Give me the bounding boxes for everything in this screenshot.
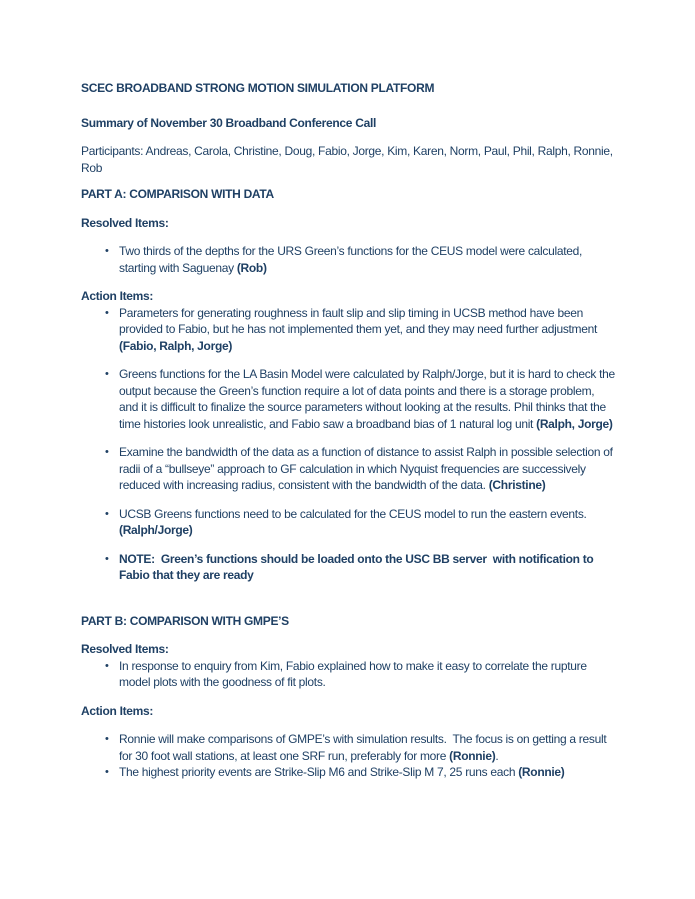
bullet-text: In response to enquiry from Kim, Fabio explained how to make it easy to correlate the rupture model plots with the goodness of fit plots.	[119, 658, 590, 689]
bullet-icon: •	[105, 368, 109, 380]
bullet-icon: •	[105, 446, 109, 458]
bullet-icon: •	[105, 507, 109, 520]
part-a-action-heading: Action Items:	[81, 289, 154, 303]
part-a-action-item-1	[81, 305, 615, 355]
bullet-text: UCSB Greens functions need to be calculated for the CEUS model to run the eastern events.	[119, 506, 590, 521]
bullet-text: Greens functions for the LA Basin Model were calculated by Ralph/Jorge, but it is hard to check the output because the Green’s function require a lot of data points and there is a storage problem, and it is difficult to finalize the source parameters without looking at the results. Phil thinks that the time histories look unrealistic, and Fabio saw a broadband bias of 1 natural log unit	[119, 367, 618, 431]
bullet-icon: •	[105, 306, 109, 319]
part-a-action-item-note	[81, 551, 615, 584]
bullet-names: (Fabio, Ralph, Jorge)	[119, 338, 233, 353]
part-b-resolved-heading: Resolved Items:	[81, 642, 169, 656]
bullet-names: (Christine)	[488, 478, 546, 492]
part-a-action-item-4	[81, 506, 615, 539]
part-a-action-item-3	[81, 444, 615, 494]
part-a-resolved-heading: Resolved Items:	[81, 215, 169, 230]
bullet-names: (Ralph, Jorge)	[536, 416, 613, 431]
part-b-action-item-1	[81, 731, 615, 764]
part-b-resolved-item-1	[81, 658, 615, 691]
document-subtitle: Summary of November 30 Broadband Conference Call	[81, 115, 377, 130]
part-a-heading: PART A: COMPARISON WITH DATA	[81, 187, 274, 201]
bullet-names: (Ronnie)	[518, 765, 565, 779]
bullet-text: The highest priority events are Strike-Slip M6 and Strike-Slip M 7, 25 runs each	[119, 765, 519, 779]
bullet-names: NOTE: Green’s functions should be loaded onto the USC BB server with notification to Fabio that they are ready	[119, 551, 597, 582]
bullet-icon: •	[105, 245, 109, 257]
part-b-action-item-2	[81, 764, 615, 781]
bullet-icon: •	[105, 552, 109, 565]
part-b-action-heading: Action Items:	[81, 703, 154, 718]
bullet-icon: •	[105, 659, 109, 672]
bullet-names: (Ronnie)	[449, 748, 496, 763]
part-a-resolved-item-1	[81, 243, 615, 276]
bullet-text: Two thirds of the depths for the URS Green’s functions for the CEUS model were calculated, starting with Saguenay	[119, 244, 586, 275]
bullet-after: .	[495, 748, 499, 763]
bullet-text: Examine the bandwidth of the data as a function of distance to assist Ralph in possible selection of radii of a “bullseye” approach to GF calculation in which Nyquist frequencies are successively reduced with increasing radius, consistent with the bandwidth of the data.	[119, 445, 616, 492]
part-b-heading: PART B: COMPARISON WITH GMPE’S	[81, 613, 289, 628]
bullet-icon: •	[105, 733, 109, 745]
document-title: SCEC BROADBAND STRONG MOTION SIMULATION PLATFORM	[81, 81, 435, 95]
bullet-icon: •	[105, 766, 109, 778]
participants-line: Participants: Andreas, Carola, Christine, Doug, Fabio, Jorge, Kim, Karen, Norm, Paul, Phil, Ralph, Ronnie, Rob	[81, 144, 616, 175]
bullet-names: (Ralph/Jorge)	[119, 523, 193, 537]
bullet-text: Parameters for generating roughness in fault slip and slip timing in UCSB method have been provided to Fabio, but he has not implemented them yet, and they may need further adjustment	[119, 305, 601, 336]
bullet-text: Ronnie will make comparisons of GMPE’s with simulation results. The focus is on getting a result for 30 foot wall stations, at least one SRF run, preferably for more	[119, 732, 610, 763]
bullet-names: (Rob)	[236, 260, 267, 275]
part-a-action-item-2	[81, 366, 618, 432]
